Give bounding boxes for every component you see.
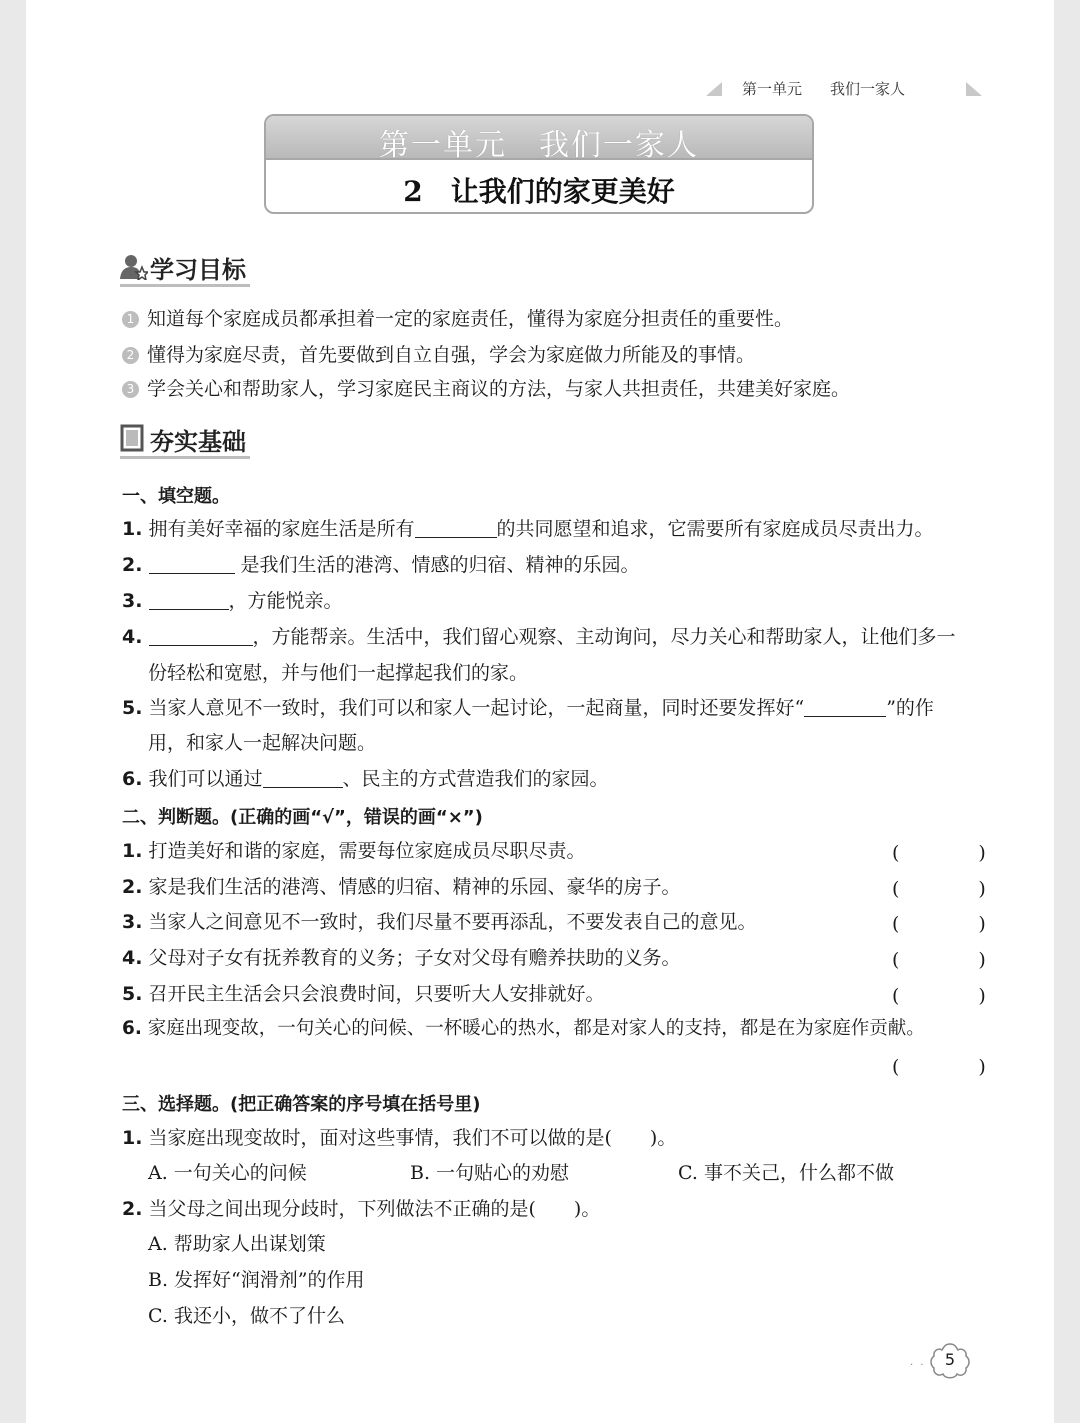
- page-number: 5: [944, 1350, 956, 1369]
- answer-blank[interactable]: [149, 553, 235, 574]
- basics-heading-text: 夯实基础: [150, 428, 246, 456]
- goal-text: 懂得为家庭尽责，首先要做到自立自强，学会为家庭做力所能及的事情。: [147, 344, 756, 366]
- question-text: 召开民主生活会只会浪费时间，只要听大人安排就好。: [148, 983, 605, 1005]
- part3-heading: 三、选择题。(把正确答案的序号填在括号里): [122, 1094, 481, 1115]
- question-number: 6.: [122, 768, 143, 790]
- goal-number: 1: [122, 311, 139, 328]
- judge-question-1: [122, 838, 586, 864]
- question-number: 1.: [122, 1127, 143, 1149]
- question-text: 的共同愿望和追求，它需要所有家庭成员尽责出力。: [496, 518, 934, 540]
- header-triangle-left-icon: [706, 82, 722, 96]
- goal-number: 3: [122, 381, 139, 398]
- fill-question-2: [122, 552, 640, 578]
- choice-option-a[interactable]: A. 帮助家人出谋划策: [148, 1233, 326, 1255]
- goal-text: 知道每个家庭成员都承担着一定的家庭责任，懂得为家庭分担责任的重要性。: [147, 308, 794, 330]
- question-text: ”的作: [886, 697, 934, 719]
- question-number: 2.: [122, 1198, 143, 1220]
- question-number: 2.: [122, 876, 143, 898]
- goal-text: 学会关心和帮助家人，学习家庭民主商议的方法，与家人共担责任，共建美好家庭。: [147, 378, 851, 400]
- choice-option-b[interactable]: B. 一句贴心的劝慰: [410, 1162, 570, 1184]
- fill-question-4-cont: 份轻松和宽慰，并与他们一起撑起我们的家。: [148, 662, 529, 684]
- question-text: 家是我们生活的港湾、情感的归宿、精神的乐园、豪华的房子。: [148, 876, 681, 898]
- choice-option-c[interactable]: C. 我还小，做不了什么: [148, 1305, 345, 1327]
- fill-question-3: [122, 588, 343, 614]
- answer-parentheses[interactable]: ( ): [892, 949, 1016, 971]
- part2-heading: 二、判断题。(正确的画“√”，错误的画“×”): [122, 807, 483, 828]
- answer-parentheses[interactable]: ( ): [892, 985, 1016, 1007]
- question-text: 打造美好和谐的家庭，需要每位家庭成员尽职尽责。: [148, 840, 586, 862]
- part1-heading: 一、填空题。: [122, 486, 230, 507]
- fill-question-1: [122, 516, 934, 542]
- goal-item: [122, 340, 755, 367]
- choice-option-a[interactable]: A. 一句关心的问候: [148, 1162, 307, 1184]
- question-number: 4.: [122, 947, 143, 969]
- question-text: 当父母之间出现分歧时，下列做法不正确的是( )。: [148, 1198, 601, 1220]
- answer-parentheses[interactable]: ( ): [892, 842, 1016, 864]
- question-text: 家庭出现变故，一句关心的问候、一杯暖心的热水，都是对家人的支持，都是在为家庭作贡献。: [147, 1018, 925, 1039]
- question-number: 5.: [122, 697, 143, 719]
- worksheet-page: [26, 0, 1054, 1423]
- running-header-unit-name: 我们一家人: [830, 80, 906, 98]
- question-number: 1.: [122, 840, 143, 862]
- answer-blank[interactable]: [415, 517, 497, 538]
- lesson-title: 2 让我们的家更美好: [403, 175, 675, 208]
- question-text: ，方能悦亲。: [228, 590, 343, 612]
- goals-heading-text: 学习目标: [150, 256, 246, 284]
- answer-blank[interactable]: [149, 589, 229, 610]
- goals-heading-underline: [120, 284, 250, 287]
- question-number: 4.: [122, 626, 143, 648]
- question-number: 3.: [122, 590, 143, 612]
- question-text: ，方能帮亲。生活中，我们留心观察、主动询问，尽力关心和帮助家人，让他们多一: [252, 626, 956, 648]
- choice-option-b[interactable]: B. 发挥好“润滑剂”的作用: [148, 1269, 365, 1291]
- running-header: [706, 78, 1006, 102]
- fill-question-5-cont: 用，和家人一起解决问题。: [148, 732, 377, 754]
- question-text: 父母对子女有抚养教育的义务；子女对父母有赡养扶助的义务。: [148, 947, 681, 969]
- goal-number: 2: [122, 347, 139, 364]
- question-number: 6.: [122, 1018, 142, 1039]
- learner-star-icon: [120, 254, 148, 280]
- question-text: 、民主的方式营造我们的家园。: [342, 768, 609, 790]
- page-dots-icon: · ·: [910, 1360, 926, 1371]
- judge-question-6: [122, 1016, 925, 1042]
- question-number: 3.: [122, 911, 143, 933]
- answer-blank[interactable]: [149, 625, 253, 646]
- answer-parentheses[interactable]: ( ): [892, 913, 1016, 935]
- answer-blank[interactable]: [804, 696, 886, 717]
- question-text: 当家人之间意见不一致时，我们尽量不要再添乱，不要发表自己的意见。: [148, 911, 757, 933]
- lesson-title-box: [264, 114, 814, 214]
- notebook-icon: [120, 424, 146, 452]
- question-text: 拥有美好幸福的家庭生活是所有: [148, 518, 415, 540]
- fill-question-6: [122, 766, 609, 792]
- judge-question-2: [122, 874, 681, 900]
- running-header-unit: 第一单元: [742, 80, 803, 98]
- choice-question-2: [122, 1196, 600, 1222]
- question-number: 5.: [122, 983, 143, 1005]
- answer-parentheses[interactable]: ( ): [892, 878, 1016, 900]
- question-text: 我们可以通过: [148, 768, 263, 790]
- fill-question-5: [122, 695, 934, 721]
- answer-blank[interactable]: [263, 767, 343, 788]
- question-number: 2.: [122, 554, 143, 576]
- basics-heading-underline: [120, 456, 250, 459]
- question-text: 是我们生活的港湾、情感的归宿、精神的乐园。: [240, 554, 640, 576]
- header-triangle-right-icon: [966, 82, 982, 96]
- page-number-badge: [910, 1340, 972, 1384]
- goals-heading: [120, 250, 320, 284]
- fill-question-4: [122, 624, 956, 650]
- answer-parentheses[interactable]: ( ): [892, 1056, 1016, 1078]
- judge-question-3: [122, 909, 757, 935]
- choice-option-c[interactable]: C. 事不关己，什么都不做: [678, 1162, 894, 1184]
- judge-question-5: [122, 981, 605, 1007]
- goal-item: [122, 304, 793, 331]
- question-text: 当家庭出现变故时，面对这些事情，我们不可以做的是( )。: [148, 1127, 677, 1149]
- choice-question-1: [122, 1125, 676, 1151]
- question-number: 1.: [122, 518, 143, 540]
- basics-heading: [120, 422, 320, 456]
- question-text: 当家人意见不一致时，我们可以和家人一起讨论，一起商量，同时还要发挥好“: [148, 697, 805, 719]
- unit-banner-title: 第一单元 我们一家人: [379, 128, 699, 163]
- goal-item: [122, 374, 850, 401]
- judge-question-4: [122, 945, 681, 971]
